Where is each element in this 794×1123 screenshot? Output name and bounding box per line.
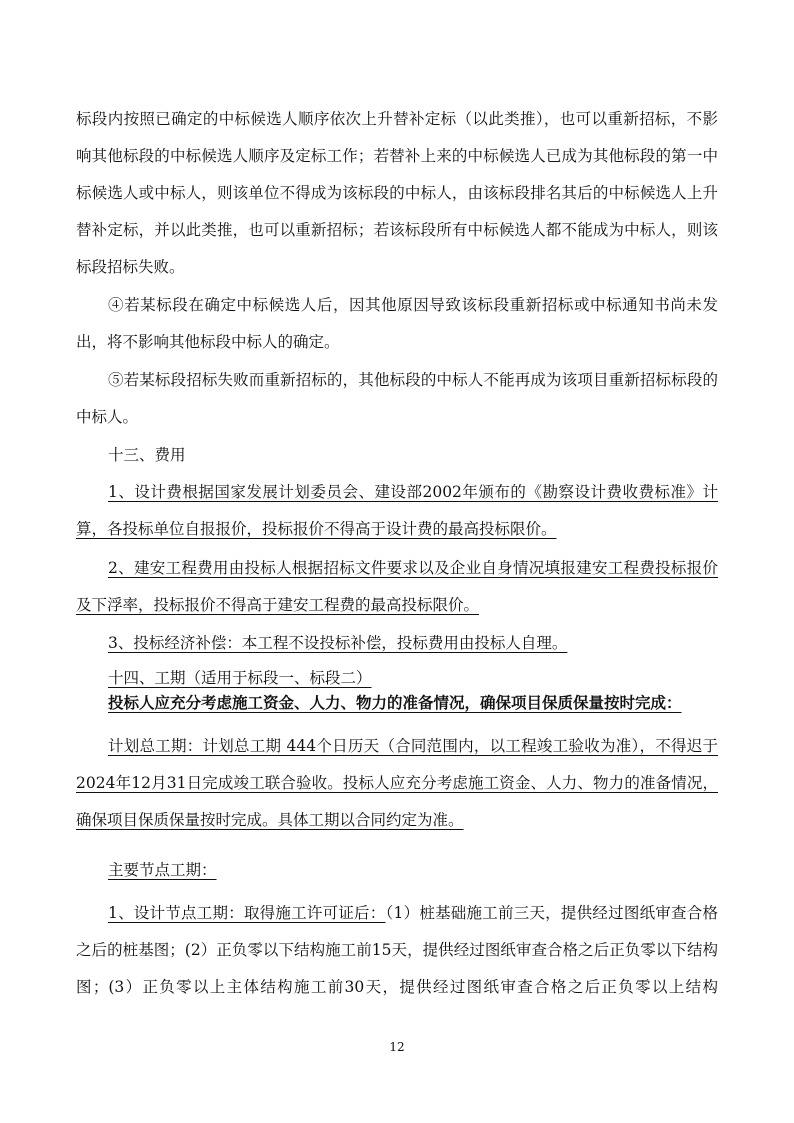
paragraph-item-4: ④若某标段在确定中标候选人后，因其他原因导致该标段重新招标或中标通知书尚未发出，将不影响其他标段中标人的确定。: [76, 296, 718, 351]
design-milestone-text: （1）桩基础施工前三天，提供经过图纸审查合格之后的桩基图；(2）正负零以下结构施工前15天，提供经过图纸审查合格之后正负零以下结构图；(3）正负零以上主体结构施工前30天，提供经过图纸审查合格之后正负零以上结构: [76, 904, 718, 996]
fee-1-text: 1、设计费根据国家发展计划委员会、建设部2002年颁布的《勘察设计费收费标准》计算，各投标单位自报报价，投标报价不得高于设计费的最高投标限价。: [76, 483, 718, 538]
paragraph-fee-2: [76, 550, 718, 624]
paragraph-planned-duration: [76, 728, 718, 839]
paragraph-design-milestones: [76, 895, 718, 1006]
bold-note-text: 投标人应充分考虑施工资金、人力、物力的准备情况，确保项目保质保量按时完成：: [108, 693, 682, 712]
paragraph-rebid-substitution: 标段内按照已确定的中标候选人顺序依次上升替补定标（以此类推），也可以重新招标，不影响其他标段的中标候选人顺序及定标工作；若替补上来的中标候选人已成为其他标段的第一中标候选人或中标人，则该单位不得成为该标段的中标人，由该标段排名其后的中标候选人上升替补定标，并以此类推，也可以重新招标；若该标段所有中标候选人都不能成为中标人，则该标段招标失败。: [76, 110, 718, 276]
planned-duration-text: 计划总工期：计划总工期 444个日历天（合同范围内，以工程竣工验收为准），不得迟于2024年12月31日完成竣工联合验收。投标人应充分考虑施工资金、人力、物力的准备情况，确保项目保质保量按时完成。具体工期以合同约定为准。: [76, 737, 718, 829]
section-heading-13-fees: 十三、费用: [108, 446, 186, 464]
key-milestones-title: [108, 858, 217, 882]
bold-requirement-note: [108, 691, 682, 715]
paragraph-fee-1: [76, 474, 718, 548]
paragraph-fee-3: [76, 625, 718, 662]
paragraph-item-5: ⑤若某标段招标失败而重新招标的，其他标段的中标人不能再成为该项目重新招标标段的中标人。: [76, 371, 718, 426]
fee-3-text: 3、投标经济补偿：本工程不设投标补偿，投标费用由投标人自理。: [108, 634, 568, 652]
key-milestones-text: 主要节点工期：: [108, 861, 217, 879]
section-heading-14-schedule: [108, 666, 372, 690]
page-number: 12: [389, 1040, 405, 1054]
fee-2-text: 2、建安工程费用由投标人根据招标文件要求以及企业自身情况填报建安工程费投标报价及下浮率，投标报价不得高于建安工程费的最高投标限价。: [76, 559, 718, 614]
design-milestone-label: 1、设计节点工期：取得施工许可证后：: [108, 904, 386, 922]
section-14-text: 十四、工期（适用于标段一、标段二）: [108, 669, 372, 687]
